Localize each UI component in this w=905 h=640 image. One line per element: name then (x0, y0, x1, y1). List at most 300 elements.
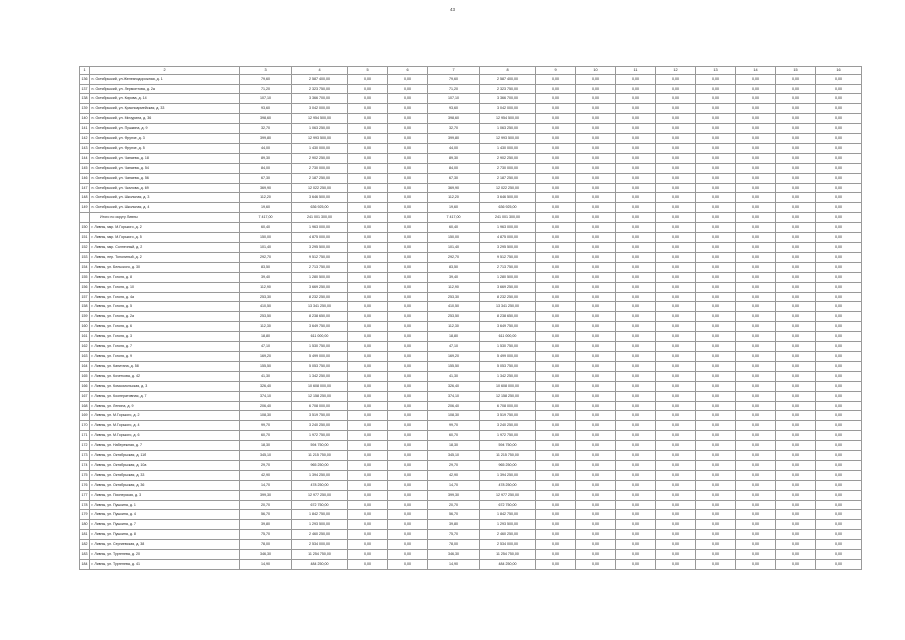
value-cell: 0,00 (388, 322, 428, 332)
value-cell: 0,00 (656, 401, 696, 411)
value-cell: 11 254 750,00 (292, 550, 348, 560)
value-cell: 0,00 (696, 252, 736, 262)
table-row (80, 371, 862, 381)
value-cell: 0,00 (388, 540, 428, 550)
value-cell: 0,00 (576, 84, 616, 94)
value-cell: 0,00 (696, 262, 736, 272)
address-cell: г. Ливны, ул. Октябрьская, д. 33 (90, 470, 240, 480)
value-cell: 18,30 (428, 441, 480, 451)
value-cell: 0,00 (776, 332, 816, 342)
value-cell: 56,70 (240, 510, 292, 520)
value-cell: 10 608 000,00 (480, 381, 536, 391)
value-cell: 0,00 (696, 233, 736, 243)
value-cell: 0,00 (656, 431, 696, 441)
value-cell: 0,00 (616, 233, 656, 243)
value-cell: 0,00 (776, 322, 816, 332)
table-row (80, 114, 862, 124)
page-number: 43 (449, 7, 455, 12)
value-cell: 0,00 (616, 391, 656, 401)
value-cell: 0,00 (616, 94, 656, 104)
value-cell: 5 499 000,00 (480, 351, 536, 361)
value-cell: 0,00 (616, 342, 656, 352)
value-cell: 0,00 (348, 411, 388, 421)
value-cell: 0,00 (776, 143, 816, 153)
value-cell: 0,00 (536, 203, 576, 213)
value-cell: 0,00 (616, 480, 656, 490)
value-cell: 0,00 (616, 193, 656, 203)
value-cell: 2 187 250,00 (292, 173, 348, 183)
value-cell: 0,00 (536, 451, 576, 461)
value-cell: 0,00 (696, 282, 736, 292)
value-cell: 0,00 (348, 143, 388, 153)
value-cell: 0,00 (388, 520, 428, 530)
row-number: 152 (80, 243, 90, 253)
value-cell: 155,50 (240, 361, 292, 371)
value-cell: 0,00 (576, 104, 616, 114)
value-cell: 0,00 (348, 381, 388, 391)
value-cell: 0,00 (656, 490, 696, 500)
table-row (80, 163, 862, 173)
value-cell: 0,00 (388, 391, 428, 401)
value-cell: 0,00 (576, 272, 616, 282)
value-cell: 0,00 (536, 480, 576, 490)
table-row (80, 460, 862, 470)
value-cell: 101,40 (428, 243, 480, 253)
value-cell: 1 280 500,00 (480, 272, 536, 282)
value-cell: 206,40 (428, 401, 480, 411)
value-cell: 0,00 (696, 550, 736, 560)
value-cell: 253,50 (240, 312, 292, 322)
value-cell: 484 250,00 (292, 560, 348, 570)
row-number: 179 (80, 510, 90, 520)
value-cell: 0,00 (776, 520, 816, 530)
value-cell: 67,30 (428, 173, 480, 183)
value-cell: 0,00 (388, 381, 428, 391)
value-cell: 0,00 (656, 371, 696, 381)
value-cell: 0,00 (696, 470, 736, 480)
value-cell: 0,00 (696, 451, 736, 461)
value-cell: 3 519 750,00 (292, 411, 348, 421)
value-cell: 0,00 (736, 114, 776, 124)
value-cell: 0,00 (388, 252, 428, 262)
value-cell: 39,80 (240, 520, 292, 530)
value-cell: 0,00 (776, 312, 816, 322)
row-number (80, 213, 90, 223)
value-cell: 0,00 (536, 163, 576, 173)
value-cell: 0,00 (576, 292, 616, 302)
value-cell: 0,00 (816, 470, 862, 480)
value-cell: 0,00 (388, 460, 428, 470)
value-cell: 0,00 (348, 74, 388, 84)
value-cell: 0,00 (776, 193, 816, 203)
value-cell: 1 963 000,00 (292, 223, 348, 233)
value-cell: 0,00 (696, 84, 736, 94)
row-number: 166 (80, 381, 90, 391)
value-cell: 0,00 (536, 421, 576, 431)
value-cell: 0,00 (348, 262, 388, 272)
value-cell: 0,00 (616, 114, 656, 124)
value-cell: 3 240 250,00 (480, 421, 536, 431)
table-row (80, 143, 862, 153)
value-cell: 108,30 (240, 411, 292, 421)
table-row (80, 74, 862, 84)
value-cell: 32,70 (428, 124, 480, 134)
value-cell: 0,00 (576, 520, 616, 530)
value-cell: 0,00 (736, 282, 776, 292)
value-cell: 0,00 (348, 124, 388, 134)
value-cell: 0,00 (576, 183, 616, 193)
value-cell: 0,00 (536, 84, 576, 94)
value-cell: 0,00 (696, 431, 736, 441)
value-cell: 0,00 (696, 153, 736, 163)
value-cell: 0,00 (616, 540, 656, 550)
value-cell: 83,50 (428, 262, 480, 272)
value-cell: 0,00 (776, 490, 816, 500)
value-cell: 0,00 (616, 441, 656, 451)
value-cell: 478 250,00 (292, 480, 348, 490)
value-cell: 1 430 000,00 (292, 143, 348, 153)
value-cell: 3 042 000,00 (480, 104, 536, 114)
value-cell: 965 250,00 (480, 460, 536, 470)
column-header: 16 (816, 67, 862, 75)
value-cell: 112,20 (428, 193, 480, 203)
value-cell: 0,00 (388, 550, 428, 560)
value-cell: 0,00 (576, 351, 616, 361)
value-cell: 14,90 (428, 560, 480, 570)
value-cell: 0,00 (696, 203, 736, 213)
value-cell: 0,00 (776, 252, 816, 262)
row-number: 142 (80, 134, 90, 144)
value-cell: 0,00 (576, 480, 616, 490)
value-cell: 398,60 (428, 114, 480, 124)
value-cell: 206,40 (240, 401, 292, 411)
value-cell: 0,00 (348, 104, 388, 114)
value-cell: 13 341 250,00 (480, 302, 536, 312)
value-cell: 0,00 (816, 84, 862, 94)
value-cell: 0,00 (736, 460, 776, 470)
value-cell: 0,00 (616, 292, 656, 302)
row-number: 155 (80, 272, 90, 282)
value-cell: 0,00 (388, 510, 428, 520)
value-cell: 0,00 (388, 183, 428, 193)
value-cell: 0,00 (536, 173, 576, 183)
value-cell: 2 534 000,00 (292, 540, 348, 550)
value-cell: 0,00 (736, 470, 776, 480)
value-cell: 155,50 (428, 361, 480, 371)
value-cell: 0,00 (576, 431, 616, 441)
row-number: 159 (80, 312, 90, 322)
value-cell: 0,00 (776, 84, 816, 94)
value-cell: 18,80 (240, 332, 292, 342)
value-cell: 0,00 (616, 381, 656, 391)
value-cell: 0,00 (536, 243, 576, 253)
value-cell: 0,00 (348, 322, 388, 332)
value-cell: 67,30 (240, 173, 292, 183)
row-number: 163 (80, 351, 90, 361)
value-cell: 0,00 (656, 134, 696, 144)
address-cell: г. Ливны, мкр. М.Горького, д. 5 (90, 233, 240, 243)
row-number: 149 (80, 203, 90, 213)
address-cell: г. Ливны, ул. Тургенева, д. 41 (90, 560, 240, 570)
row-number: 176 (80, 480, 90, 490)
table-row (80, 173, 862, 183)
table-row (80, 361, 862, 371)
value-cell: 0,00 (388, 153, 428, 163)
table-row (80, 134, 862, 144)
value-cell: 0,00 (348, 421, 388, 431)
value-cell: 0,00 (736, 94, 776, 104)
value-cell: 0,00 (816, 153, 862, 163)
value-cell: 0,00 (616, 134, 656, 144)
row-number: 162 (80, 342, 90, 352)
value-cell: 0,00 (736, 371, 776, 381)
table-row (80, 480, 862, 490)
value-cell: 0,00 (576, 322, 616, 332)
value-cell: 32,70 (240, 124, 292, 134)
value-cell: 6 708 000,00 (292, 401, 348, 411)
value-cell: 0,00 (576, 124, 616, 134)
value-cell: 0,00 (576, 470, 616, 480)
value-cell: 0,00 (736, 540, 776, 550)
value-cell: 11 215 750,00 (480, 451, 536, 461)
value-cell: 0,00 (696, 510, 736, 520)
value-cell: 0,00 (576, 490, 616, 500)
value-cell: 3 295 500,00 (480, 243, 536, 253)
row-number: 184 (80, 560, 90, 570)
value-cell: 0,00 (696, 361, 736, 371)
value-cell: 112,20 (240, 193, 292, 203)
value-cell: 0,00 (656, 213, 696, 223)
row-number: 175 (80, 470, 90, 480)
value-cell: 0,00 (736, 510, 776, 520)
value-cell: 0,00 (616, 302, 656, 312)
value-cell: 0,00 (348, 173, 388, 183)
value-cell: 0,00 (576, 332, 616, 342)
address-cell: п. Октябрьский, ул. Чапаева, д. 56 (90, 173, 240, 183)
value-cell: 0,00 (696, 322, 736, 332)
value-cell: 0,00 (576, 252, 616, 262)
value-cell: 1 280 500,00 (292, 272, 348, 282)
value-cell: 3 646 500,00 (480, 193, 536, 203)
value-cell: 83,50 (240, 262, 292, 272)
value-cell: 20,70 (240, 500, 292, 510)
value-cell: 0,00 (576, 282, 616, 292)
value-cell: 93,60 (428, 104, 480, 114)
value-cell: 0,00 (696, 74, 736, 84)
value-cell: 0,00 (656, 252, 696, 262)
value-cell: 0,00 (348, 252, 388, 262)
value-cell: 0,00 (776, 282, 816, 292)
column-header: 4 (292, 67, 348, 75)
table-row (80, 233, 862, 243)
address-cell: п. Октябрьский, ул. Фрунзе, д. 5 (90, 143, 240, 153)
value-cell: 0,00 (616, 183, 656, 193)
value-cell: 0,00 (776, 530, 816, 540)
value-cell: 611 000,00 (292, 332, 348, 342)
value-cell: 0,00 (616, 371, 656, 381)
value-cell: 3 649 750,00 (480, 322, 536, 332)
value-cell: 0,00 (776, 540, 816, 550)
value-cell: 0,00 (736, 272, 776, 282)
value-cell: 0,00 (616, 203, 656, 213)
value-cell: 0,00 (388, 401, 428, 411)
table-body (80, 67, 862, 570)
value-cell: 0,00 (656, 183, 696, 193)
value-cell: 1 842 750,00 (480, 510, 536, 520)
value-cell: 0,00 (696, 272, 736, 282)
table-row (80, 272, 862, 282)
value-cell: 0,00 (348, 480, 388, 490)
value-cell: 0,00 (736, 74, 776, 84)
value-cell: 5 053 750,00 (480, 361, 536, 371)
address-cell: г. Ливны, ул. Сергиевская, д. 38 (90, 540, 240, 550)
value-cell: 0,00 (616, 163, 656, 173)
value-cell: 369,90 (428, 183, 480, 193)
value-cell: 14,70 (428, 480, 480, 490)
value-cell: 99,70 (428, 421, 480, 431)
value-cell: 0,00 (616, 243, 656, 253)
value-cell: 0,00 (656, 500, 696, 510)
value-cell: 0,00 (696, 173, 736, 183)
value-cell: 56,70 (428, 510, 480, 520)
value-cell: 42,90 (240, 470, 292, 480)
value-cell: 0,00 (816, 460, 862, 470)
value-cell: 0,00 (816, 282, 862, 292)
value-cell: 0,00 (348, 441, 388, 451)
value-cell: 0,00 (536, 223, 576, 233)
table-row (80, 153, 862, 163)
value-cell: 0,00 (696, 143, 736, 153)
value-cell: 0,00 (736, 451, 776, 461)
value-cell: 12 158 250,00 (292, 391, 348, 401)
value-cell: 0,00 (616, 351, 656, 361)
table-row (80, 530, 862, 540)
value-cell: 0,00 (616, 272, 656, 282)
row-number: 183 (80, 550, 90, 560)
value-cell: 0,00 (388, 213, 428, 223)
value-cell: 39,40 (428, 272, 480, 282)
value-cell: 0,00 (736, 332, 776, 342)
row-number: 143 (80, 143, 90, 153)
value-cell: 0,00 (616, 361, 656, 371)
value-cell: 0,00 (348, 153, 388, 163)
value-cell: 0,00 (656, 292, 696, 302)
value-cell: 0,00 (536, 233, 576, 243)
value-cell: 75,70 (240, 530, 292, 540)
value-cell: 0,00 (736, 550, 776, 560)
value-cell: 0,00 (776, 203, 816, 213)
value-cell: 0,00 (616, 470, 656, 480)
value-cell: 0,00 (348, 243, 388, 253)
value-cell: 0,00 (616, 530, 656, 540)
value-cell: 3 366 700,00 (292, 94, 348, 104)
value-cell: 2 713 750,00 (480, 262, 536, 272)
address-cell: п. Октябрьский, ул. Мичурина, д. 36 (90, 114, 240, 124)
value-cell: 2 587 400,00 (292, 74, 348, 84)
value-cell: 78,00 (428, 540, 480, 550)
address-cell: г. Ливны, ул. Кооперативная, д. 7 (90, 391, 240, 401)
value-cell: 0,00 (696, 163, 736, 173)
value-cell: 0,00 (388, 371, 428, 381)
value-cell: 0,00 (776, 292, 816, 302)
value-cell: 0,00 (348, 470, 388, 480)
table-row (80, 520, 862, 530)
value-cell: 0,00 (656, 510, 696, 520)
value-cell: 399,80 (240, 134, 292, 144)
value-cell: 0,00 (656, 361, 696, 371)
value-cell: 112,30 (428, 322, 480, 332)
table-row (80, 312, 862, 322)
value-cell: 345,10 (428, 451, 480, 461)
value-cell: 108,30 (428, 411, 480, 421)
row-number: 173 (80, 451, 90, 461)
value-cell: 0,00 (348, 401, 388, 411)
value-cell: 0,00 (736, 134, 776, 144)
value-cell: 0,00 (656, 351, 696, 361)
value-cell: 965 250,00 (292, 460, 348, 470)
value-cell: 0,00 (696, 332, 736, 342)
value-cell: 0,00 (816, 431, 862, 441)
value-cell: 1 972 750,00 (292, 431, 348, 441)
value-cell: 79,60 (428, 74, 480, 84)
value-cell: 0,00 (388, 124, 428, 134)
value-cell: 3 646 500,00 (292, 193, 348, 203)
value-cell: 0,00 (776, 441, 816, 451)
value-cell: 0,00 (348, 490, 388, 500)
value-cell: 0,00 (656, 312, 696, 322)
value-cell: 0,00 (656, 560, 696, 570)
table-row (80, 500, 862, 510)
value-cell: 0,00 (776, 351, 816, 361)
value-cell: 410,50 (240, 302, 292, 312)
value-cell: 0,00 (656, 441, 696, 451)
address-cell: п. Октябрьский, ул. Школьная, д. 4 (90, 203, 240, 213)
value-cell: 29,70 (428, 460, 480, 470)
address-cell: г. Ливны, ул. Октябрьская, д. 11б (90, 451, 240, 461)
value-cell: 0,00 (536, 332, 576, 342)
value-cell: 0,00 (536, 114, 576, 124)
value-cell: 0,00 (816, 213, 862, 223)
value-cell: 0,00 (576, 94, 616, 104)
address-cell: г. Ливны, мкр. М.Горького, д. 2 (90, 223, 240, 233)
value-cell: 292,70 (240, 252, 292, 262)
column-header: 1 (80, 67, 90, 75)
value-cell: 0,00 (736, 213, 776, 223)
column-header: 3 (240, 67, 292, 75)
value-cell: 0,00 (536, 391, 576, 401)
value-cell: 0,00 (348, 332, 388, 342)
value-cell: 0,00 (696, 560, 736, 570)
value-cell: 0,00 (656, 163, 696, 173)
value-cell: 0,00 (736, 381, 776, 391)
value-cell: 0,00 (816, 550, 862, 560)
value-cell: 12 022 250,00 (480, 183, 536, 193)
value-cell: 0,00 (696, 441, 736, 451)
value-cell: 2 187 250,00 (480, 173, 536, 183)
value-cell: 0,00 (536, 361, 576, 371)
value-cell: 0,00 (816, 114, 862, 124)
value-cell: 0,00 (388, 173, 428, 183)
value-cell: 8 238 650,00 (292, 312, 348, 322)
value-cell: 369,90 (240, 183, 292, 193)
table-row (80, 431, 862, 441)
value-cell: 0,00 (696, 292, 736, 302)
value-cell: 0,00 (388, 411, 428, 421)
value-cell: 0,00 (536, 401, 576, 411)
value-cell: 0,00 (816, 94, 862, 104)
value-cell: 1 963 000,00 (480, 223, 536, 233)
value-cell: 0,00 (576, 451, 616, 461)
